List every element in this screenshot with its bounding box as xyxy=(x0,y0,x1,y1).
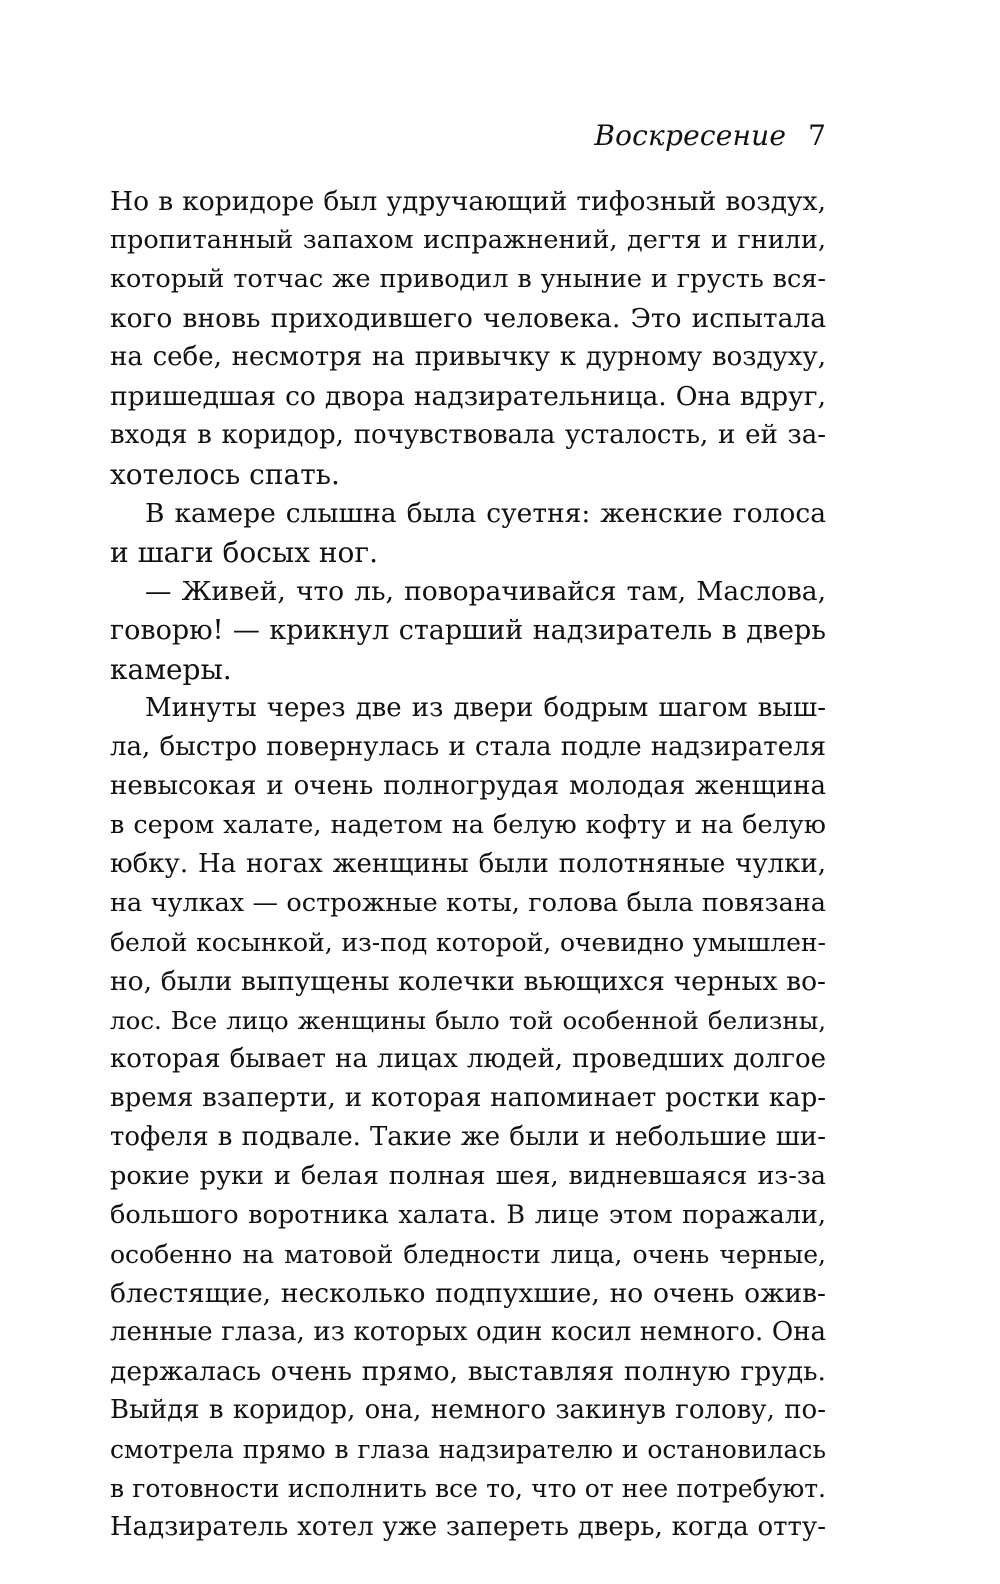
text-line: смотрела прямо в глаза надзирателю и остановилась xyxy=(110,1435,826,1464)
text-line: в сером халате, надетом на белую кофту и на белую xyxy=(110,810,826,840)
text-line: рокие руки и белая полная шея, видневшаяся из-за xyxy=(110,1161,826,1191)
text-line: в готовности исполнить все то, что от нее потребуют. xyxy=(110,1474,826,1503)
text-line: ленные глаза, из которых один косил немного. Она xyxy=(110,1317,826,1347)
text-line: кого вновь приходившего человека. Это испытала xyxy=(110,303,826,334)
text-line: и шаги босых ног. xyxy=(110,536,378,569)
text-line: который тотчас же приводил в уныние и грусть вся- xyxy=(110,264,826,294)
running-header xyxy=(110,118,826,154)
text-line: В камере слышна была суетня: женские голоса xyxy=(145,498,826,529)
text-line: большого воротника халата. В лице этом поражали, xyxy=(110,1200,826,1230)
text-line: Минуты через две из двери бодрым шагом выш- xyxy=(145,693,826,723)
text-line: на чулках — острожные коты, голова была повязана xyxy=(110,888,826,918)
text-line: входя в коридор, почувствовала усталость, и ей за- xyxy=(110,420,826,450)
text-line: которая бывает на лицах людей, проведших долгое xyxy=(110,1044,826,1074)
text-line: хотелось спать. xyxy=(110,458,340,491)
text-line: тофеля в подвале. Такие же были и небольшие ши- xyxy=(110,1122,826,1152)
text-line: невысокая и очень полногрудая молодая женщина xyxy=(110,771,826,801)
text-line: пропитанный запахом испражнений, дегтя и гнили, xyxy=(110,225,826,255)
page-number: 7 xyxy=(808,119,826,152)
text-line: особенно на матовой бледности лица, очень черные, xyxy=(110,1240,826,1269)
text-line: белой косынкой, из-под которой, очевидно умышлен- xyxy=(110,928,826,957)
text-line: Но в коридоре был удручающий тифозный воздух, xyxy=(110,186,826,217)
text-line: — Живей, что ль, поворачивайся там, Маслова, xyxy=(145,576,826,607)
text-line: камеры. xyxy=(110,653,232,686)
text-line: время взаперти, и которая напоминает ростки кар- xyxy=(110,1083,826,1113)
text-line: держалась очень прямо, выставляя полную грудь. xyxy=(110,1356,826,1387)
section-title: Воскресение xyxy=(594,119,787,152)
text-line: но, были выпущены колечки вьющихся черных во- xyxy=(110,966,826,997)
text-line: на себе, несмотря на привычку к дурному воздуху, xyxy=(110,342,826,372)
text-line: пришедшая со двора надзирательница. Она вдруг, xyxy=(110,381,826,412)
page-body xyxy=(110,182,826,1547)
text-line: говорю! — крикнул старший надзиратель в дверь xyxy=(110,615,826,646)
text-line: Надзиратель хотел уже запереть дверь, когда отту- xyxy=(110,1512,826,1542)
text-line: ла, быстро повернулась и стала подле надзирателя xyxy=(110,732,826,762)
text-line: Выйдя в коридор, она, немного закинув голову, по- xyxy=(110,1395,826,1425)
text-line: блестящие, несколько подпухшие, но очень ожив- xyxy=(110,1278,826,1309)
text-line: лос. Все лицо женщины было той особенной белизны, xyxy=(110,1006,826,1035)
text-line: юбку. На ногах женщины были полотняные чулки, xyxy=(110,849,826,879)
